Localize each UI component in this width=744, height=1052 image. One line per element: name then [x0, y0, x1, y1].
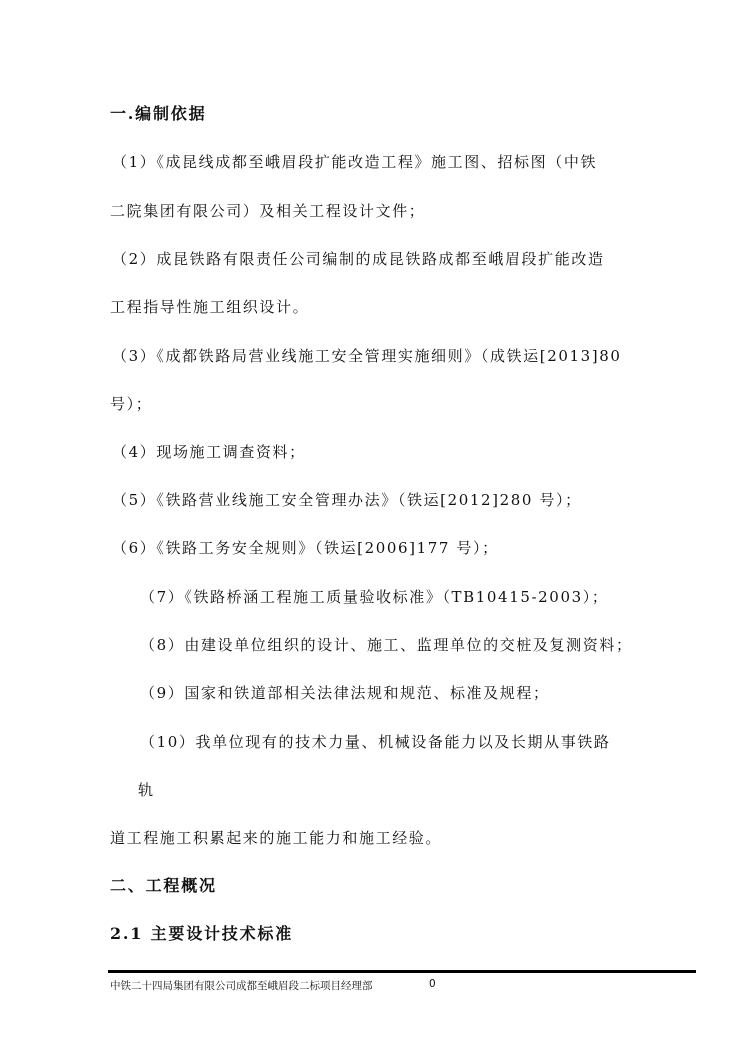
paragraph-line: （10）我单位现有的技术力量、机械设备能力以及长期从事铁路 — [140, 733, 611, 751]
paragraph-line: （7）《铁路桥涵工程施工质量验收标准》（TB10415-2003）； — [140, 588, 609, 606]
section-heading-overview: 二、工程概况 — [110, 876, 217, 895]
paragraph-line: （3）《成都铁路局营业线施工安全管理实施细则》（成铁运[2013]80 — [112, 347, 622, 365]
paragraph-line: （8）由建设单位组织的设计、施工、监理单位的交桩及复测资料； — [140, 636, 633, 654]
paragraph-line: （2）成昆铁路有限责任公司编制的成昆铁路成都至峨眉段扩能改造 — [112, 250, 605, 268]
section-heading-basis: 一.编制依据 — [110, 104, 207, 123]
paragraph-line: 工程指导性施工组织设计。 — [110, 298, 310, 316]
subsection-heading-standards: 2.1 主要设计技术标准 — [110, 924, 294, 943]
footer-company: 中铁二十四局集团有限公司成都至峨眉段二标项目经理部 — [110, 980, 373, 992]
paragraph-line: （5）《铁路营业线施工安全管理办法》（铁运[2012]280 号）； — [112, 491, 582, 509]
paragraph-line: 轨 — [138, 781, 155, 799]
footer-divider — [108, 970, 696, 973]
paragraph-line: 道工程施工积累起来的施工能力和施工经验。 — [110, 829, 443, 847]
paragraph-line: （4）现场施工调查资料； — [112, 443, 306, 461]
paragraph-line: （1）《成昆线成都至峨眉段扩能改造工程》施工图、招标图（中铁 — [112, 153, 598, 171]
page-number: 0 — [429, 978, 436, 990]
paragraph-line: （9）国家和铁道部相关法律法规和规范、标准及规程； — [140, 684, 550, 702]
paragraph-line: 号）； — [110, 395, 153, 413]
paragraph-line: （6）《铁路工务安全规则》（铁运[2006]177 号）； — [112, 539, 499, 557]
paragraph-line: 二院集团有限公司）及相关工程设计文件； — [110, 202, 426, 220]
